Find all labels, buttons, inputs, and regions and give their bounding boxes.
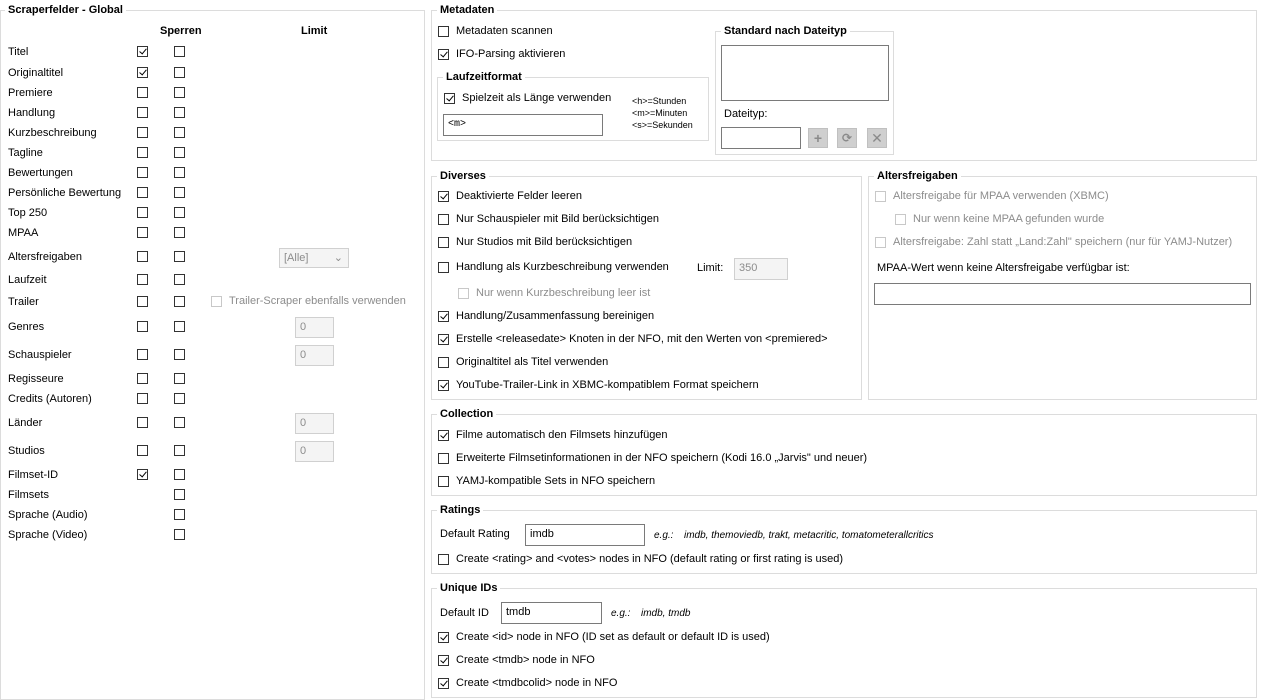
field-label: Filmset-ID: [8, 469, 59, 481]
remove-icon[interactable]: ✕: [867, 128, 887, 148]
certification-select[interactable]: [279, 248, 349, 268]
field-enable-checkbox[interactable]: [137, 107, 148, 118]
field-lock-checkbox[interactable]: [174, 227, 185, 238]
only-no-mpaa-checkbox[interactable]: [895, 214, 906, 225]
trailer-also-checkbox[interactable]: [211, 296, 222, 307]
outline-limit-input[interactable]: 350: [734, 258, 788, 280]
field-lock-checkbox[interactable]: [174, 187, 185, 198]
field-enable-checkbox[interactable]: [137, 321, 148, 332]
studios-image-label: Nur Studios mit Bild berücksichtigen: [456, 236, 633, 248]
id-node-checkbox[interactable]: [438, 632, 449, 643]
field-lock-checkbox[interactable]: [174, 107, 185, 118]
plot-as-outline-label: Handlung als Kurzbeschreibung verwenden: [456, 261, 669, 273]
field-lock-checkbox[interactable]: [174, 167, 185, 178]
actors-image-label: Nur Schauspieler mit Bild berücksichtigen: [456, 213, 659, 225]
mpaa-fallback-input[interactable]: [874, 283, 1251, 305]
field-label: Sprache (Audio): [8, 509, 88, 521]
extended-info-label: Erweiterte Filmsetinformationen in der NFO speichern (Kodi 16.0 „Jarvis" und neuer): [456, 452, 868, 464]
number-only-label: Altersfreigabe: Zahl statt „Land:Zahl" speichern (nur für YAMJ-Nutzer): [893, 236, 1233, 248]
field-lock-checkbox[interactable]: [174, 296, 185, 307]
filetype-list[interactable]: [721, 45, 889, 101]
field-label: Persönliche Bewertung: [8, 187, 122, 199]
field-enable-checkbox[interactable]: [137, 274, 148, 285]
only-if-empty-checkbox[interactable]: [458, 288, 469, 299]
ifo-parsing-label: IFO-Parsing aktivieren: [456, 48, 566, 60]
field-label: Kurzbeschreibung: [8, 127, 97, 139]
auto-add-checkbox[interactable]: [438, 430, 449, 441]
unique-eg-label: e.g.:: [611, 608, 631, 619]
field-label: Studios: [8, 445, 45, 457]
unique-eg-values: imdb, tmdb: [641, 608, 691, 619]
ratings-title: Ratings: [437, 504, 483, 516]
field-enable-checkbox[interactable]: [137, 373, 148, 384]
clear-disabled-checkbox[interactable]: [438, 191, 449, 202]
hint-hours: <h>=Stunden: [632, 96, 687, 106]
field-label: Trailer: [8, 296, 39, 308]
field-label: Tagline: [8, 147, 43, 159]
field-enable-checkbox[interactable]: [137, 349, 148, 360]
field-label: Titel: [8, 46, 29, 58]
field-enable-checkbox[interactable]: [137, 227, 148, 238]
only-no-mpaa-label: Nur wenn keine MPAA gefunden wurde: [913, 213, 1105, 225]
unique-ids-title: Unique IDs: [437, 582, 500, 594]
field-lock-checkbox[interactable]: [174, 207, 185, 218]
field-lock-checkbox[interactable]: [174, 373, 185, 384]
releasedate-checkbox[interactable]: [438, 334, 449, 345]
field-label: Bewertungen: [8, 167, 73, 179]
mpaa-use-checkbox[interactable]: [875, 191, 886, 202]
column-lock-header: Sperren: [160, 25, 202, 37]
filetype-title: Standard nach Dateityp: [721, 25, 850, 37]
default-id-label: Default ID: [440, 607, 489, 619]
ifo-parsing-checkbox[interactable]: [438, 49, 449, 60]
field-lock-checkbox[interactable]: [174, 147, 185, 158]
filetype-label: Dateityp:: [724, 108, 768, 120]
field-label: Premiere: [8, 87, 53, 99]
field-lock-checkbox[interactable]: [174, 274, 185, 285]
field-enable-checkbox[interactable]: [137, 296, 148, 307]
chevron-down-icon: ⌄: [333, 252, 343, 264]
default-id-input[interactable]: tmdb: [501, 602, 602, 624]
field-lock-checkbox[interactable]: [174, 417, 185, 428]
collection-title: Collection: [437, 408, 496, 420]
tmdbcolid-node-checkbox[interactable]: [438, 678, 449, 689]
default-rating-label: Default Rating: [440, 528, 510, 540]
clean-plot-label: Handlung/Zusammenfassung bereinigen: [456, 310, 655, 322]
field-lock-checkbox[interactable]: [174, 349, 185, 360]
field-label: Schauspieler: [8, 349, 72, 361]
refresh-icon[interactable]: ⟳: [837, 128, 857, 148]
runtime-format-title: Laufzeitformat: [443, 71, 525, 83]
field-label: Genres: [8, 321, 45, 333]
releasedate-label: Erstelle <releasedate> Knoten in der NFO, mit den Werten von <premiered>: [456, 333, 828, 345]
tmdb-node-label: Create <tmdb> node in NFO: [456, 654, 595, 666]
hint-minutes: <m>=Minuten: [632, 108, 688, 118]
field-lock-checkbox[interactable]: [174, 127, 185, 138]
field-enable-checkbox[interactable]: [137, 67, 148, 78]
rating-nodes-checkbox[interactable]: [438, 554, 449, 565]
limit-countries-input[interactable]: 0: [295, 413, 334, 434]
hint-seconds: <s>=Sekunden: [632, 120, 693, 130]
add-icon[interactable]: +: [808, 128, 828, 148]
field-lock-checkbox[interactable]: [174, 321, 185, 332]
scan-metadata-checkbox[interactable]: [438, 26, 449, 37]
field-lock-checkbox[interactable]: [174, 67, 185, 78]
youtube-label: YouTube-Trailer-Link in XBMC-kompatiblem Format speichern: [456, 379, 759, 391]
clear-disabled-label: Deaktivierte Felder leeren: [456, 190, 582, 202]
field-lock-checkbox[interactable]: [174, 393, 185, 404]
actors-image-checkbox[interactable]: [438, 214, 449, 225]
field-enable-checkbox[interactable]: [137, 187, 148, 198]
filetype-input[interactable]: [721, 127, 801, 149]
tmdbcolid-node-label: Create <tmdbcolid> node in NFO: [456, 677, 618, 689]
trailer-also-label: Trailer-Scraper ebenfalls verwenden: [229, 295, 406, 307]
field-label: Sprache (Video): [8, 529, 88, 541]
use-playtime-label: Spielzeit als Länge verwenden: [462, 92, 612, 104]
outline-limit-label: Limit:: [697, 262, 724, 274]
field-enable-checkbox[interactable]: [137, 147, 148, 158]
field-lock-checkbox[interactable]: [174, 469, 185, 480]
field-label: Laufzeit: [8, 274, 47, 286]
default-rating-input[interactable]: imdb: [525, 524, 645, 546]
scraper-fields-title: Scraperfelder - Global: [5, 4, 126, 16]
use-playtime-checkbox[interactable]: [444, 93, 455, 104]
field-label: Altersfreigaben: [8, 251, 82, 263]
orig-as-title-checkbox[interactable]: [438, 357, 449, 368]
field-label: Filmsets: [8, 489, 49, 501]
certification-select-value: [Alle]: [284, 252, 309, 264]
field-enable-checkbox[interactable]: [137, 207, 148, 218]
field-lock-checkbox[interactable]: [174, 46, 185, 57]
field-lock-checkbox[interactable]: [174, 509, 185, 520]
field-enable-checkbox[interactable]: [137, 127, 148, 138]
field-label: Credits (Autoren): [8, 393, 92, 405]
field-label: MPAA: [8, 227, 39, 239]
ratings-eg-label: e.g.:: [654, 530, 674, 541]
field-enable-checkbox[interactable]: [137, 46, 148, 57]
field-enable-checkbox[interactable]: [137, 251, 148, 262]
auto-add-label: Filme automatisch den Filmsets hinzufügen: [456, 429, 668, 441]
only-if-empty-label: Nur wenn Kurzbeschreibung leer ist: [476, 287, 651, 299]
field-label: Originaltitel: [8, 67, 64, 79]
field-label: Handlung: [8, 107, 56, 119]
clean-plot-checkbox[interactable]: [438, 311, 449, 322]
orig-as-title-label: Originaltitel als Titel verwenden: [456, 356, 609, 368]
field-label: Top 250: [8, 207, 48, 219]
field-lock-checkbox[interactable]: [174, 445, 185, 456]
runtime-format-input[interactable]: <m>: [443, 114, 603, 136]
metadata-title: Metadaten: [437, 4, 497, 16]
field-lock-checkbox[interactable]: [174, 87, 185, 98]
field-enable-checkbox[interactable]: [137, 393, 148, 404]
field-enable-checkbox[interactable]: [137, 417, 148, 428]
id-node-label: Create <id> node in NFO (ID set as default or default ID is used): [456, 631, 770, 643]
plot-as-outline-checkbox[interactable]: [438, 262, 449, 273]
field-enable-checkbox[interactable]: [137, 445, 148, 456]
mpaa-use-label: Altersfreigabe für MPAA verwenden (XBMC): [893, 190, 1109, 202]
youtube-checkbox[interactable]: [438, 380, 449, 391]
limit-studios-input[interactable]: 0: [295, 441, 334, 462]
field-lock-checkbox[interactable]: [174, 529, 185, 540]
field-label: Länder: [8, 417, 43, 429]
field-enable-checkbox[interactable]: [137, 469, 148, 480]
rating-nodes-label: Create <rating> and <votes> nodes in NFO (default rating or first rating is used): [456, 553, 844, 565]
ratings-eg-values: imdb, themoviedb, trakt, metacritic, tomatometerallcritics: [684, 530, 934, 541]
field-lock-checkbox[interactable]: [174, 489, 185, 500]
yamj-sets-checkbox[interactable]: [438, 476, 449, 487]
field-lock-checkbox[interactable]: [174, 251, 185, 262]
extended-info-checkbox[interactable]: [438, 453, 449, 464]
limit-actors-input[interactable]: 0: [295, 345, 334, 366]
field-enable-checkbox[interactable]: [137, 87, 148, 98]
number-only-checkbox[interactable]: [875, 237, 886, 248]
tmdb-node-checkbox[interactable]: [438, 655, 449, 666]
yamj-sets-label: YAMJ-kompatible Sets in NFO speichern: [456, 475, 656, 487]
certification-title: Altersfreigaben: [874, 170, 961, 182]
limit-genres-input[interactable]: 0: [295, 317, 334, 338]
mpaa-fallback-label: MPAA-Wert wenn keine Altersfreigabe verfügbar ist:: [877, 262, 1130, 274]
misc-title: Diverses: [437, 170, 489, 182]
field-label: Regisseure: [8, 373, 64, 385]
column-limit-header: Limit: [301, 25, 328, 37]
field-enable-checkbox[interactable]: [137, 167, 148, 178]
scan-metadata-label: Metadaten scannen: [456, 25, 553, 37]
studios-image-checkbox[interactable]: [438, 237, 449, 248]
